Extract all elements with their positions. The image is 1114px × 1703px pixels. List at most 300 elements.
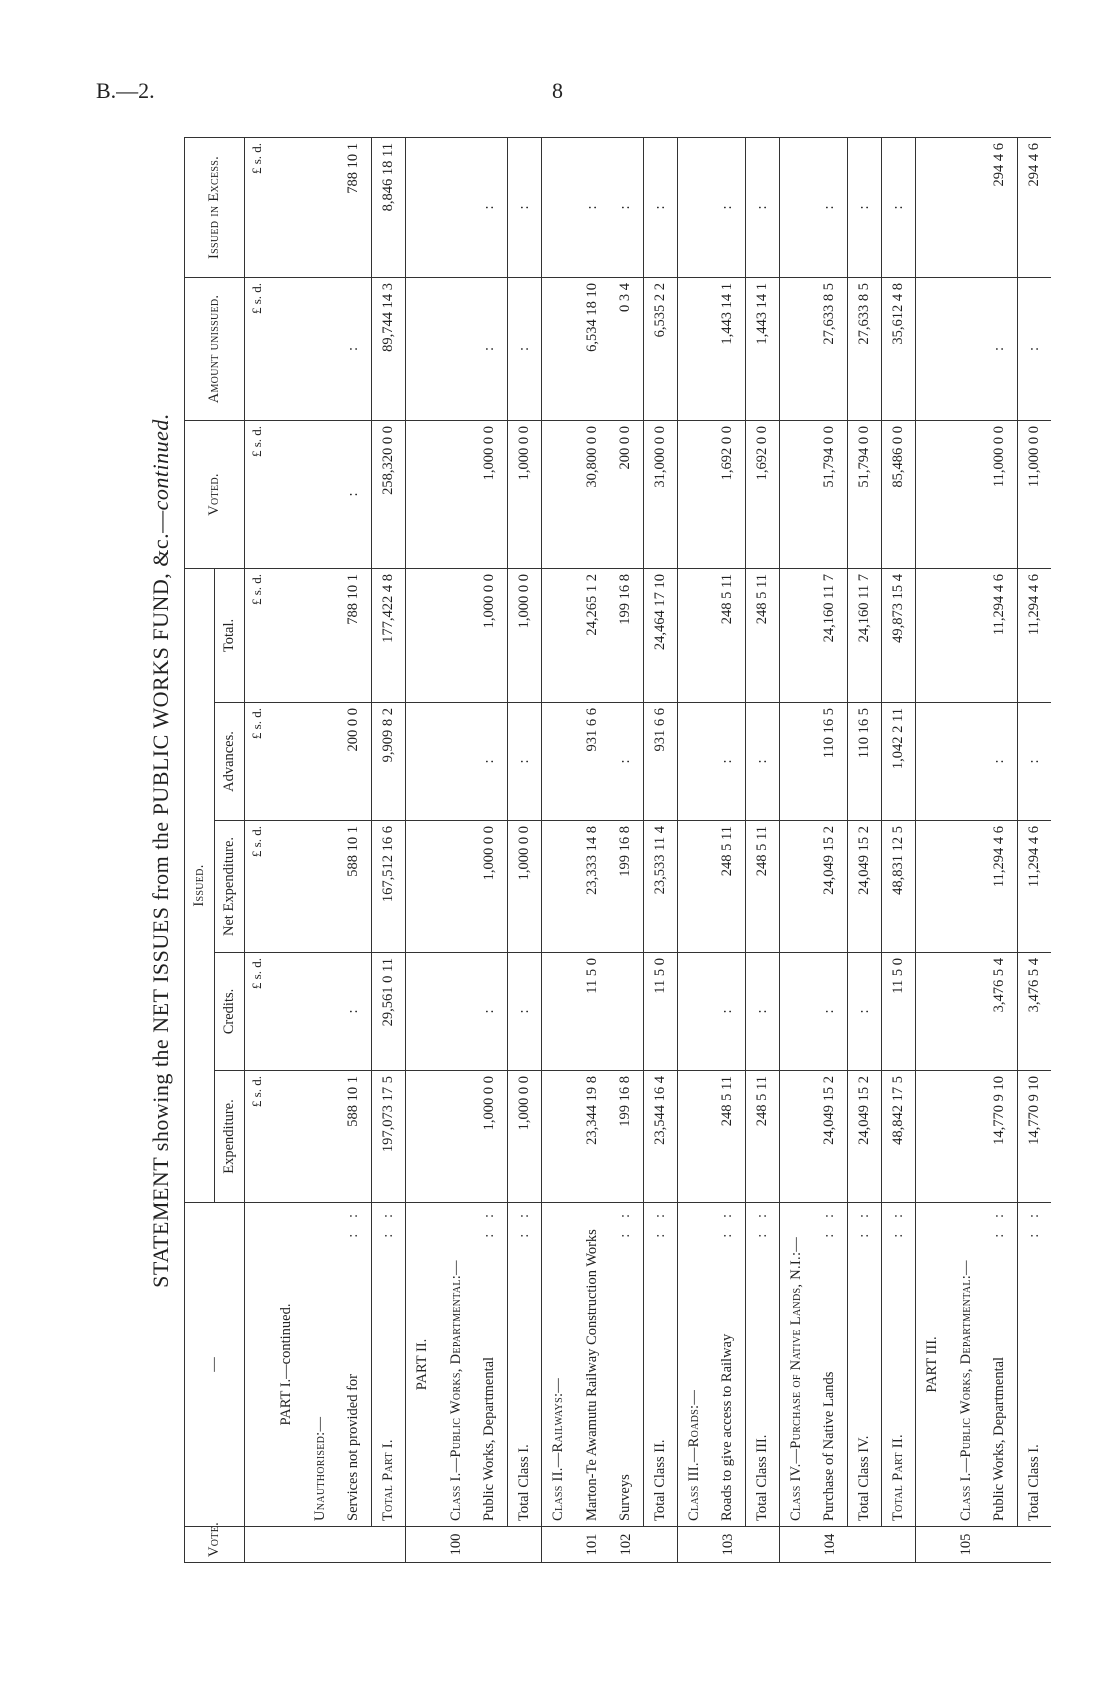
- issued-in-excess-cell: :: [643, 137, 677, 277]
- description-text: Total Part II.: [889, 1434, 906, 1521]
- total-cell: 1,000 0 0: [507, 568, 541, 702]
- row-description: [847, 1203, 881, 1527]
- credits-cell: 3,476 5 4: [1017, 953, 1051, 1071]
- advances-cell: :: [609, 703, 643, 821]
- row-description: [983, 1203, 1017, 1527]
- expenditure-cell: [439, 1071, 473, 1203]
- row-description: [269, 1203, 303, 1527]
- amount-unissued-cell: :: [507, 277, 541, 420]
- amount-unissued-cell: [439, 277, 473, 420]
- amount-unissued-cell: [405, 277, 439, 420]
- voted-cell: 1,000 0 0: [473, 420, 507, 568]
- unit-label: £ s. d.: [245, 568, 270, 702]
- advances-cell: 110 16 5: [813, 703, 847, 821]
- unit-label: £ s. d.: [245, 137, 270, 277]
- voted-cell: [779, 420, 813, 568]
- credits-header: Credits.: [215, 953, 245, 1071]
- expenditure-cell: 197,073 17 5: [371, 1071, 405, 1203]
- expenditure-cell: 14,770 9 10: [983, 1071, 1017, 1203]
- table-row: [745, 137, 779, 1562]
- row-description: [813, 1203, 847, 1527]
- advances-cell: [269, 703, 303, 821]
- description-text: Class I.—Public Works, Departmental:—: [957, 1260, 974, 1521]
- net-expenditure-cell: [303, 821, 337, 953]
- vote-number: [405, 1527, 439, 1563]
- unit-label: £ s. d.: [245, 821, 270, 953]
- vote-number: 104: [813, 1527, 847, 1563]
- rotated-page-area: [140, 138, 1042, 1563]
- issued-in-excess-cell: 294 4 6: [1017, 137, 1051, 277]
- voted-cell: [915, 420, 949, 568]
- row-description: [711, 1203, 745, 1527]
- credits-cell: :: [711, 953, 745, 1071]
- issued-in-excess-cell: [439, 137, 473, 277]
- credits-cell: 3,476 5 4: [983, 953, 1017, 1071]
- advances-cell: [779, 703, 813, 821]
- table-row: [643, 137, 677, 1562]
- voted-cell: 85,486 0 0: [881, 420, 915, 568]
- expenditure-cell: [779, 1071, 813, 1203]
- issued-in-excess-cell: 294 4 6: [983, 137, 1017, 277]
- total-cell: 1,000 0 0: [473, 568, 507, 702]
- unit-label: £ s. d.: [245, 420, 270, 568]
- amount-unissued-cell: [949, 277, 983, 420]
- credits-cell: [609, 953, 643, 1071]
- voted-cell: [269, 420, 303, 568]
- table-row: [269, 137, 303, 1562]
- vote-number: [847, 1527, 881, 1563]
- credits-cell: 29,561 0 11: [371, 953, 405, 1071]
- total-cell: 24,265 1 2: [575, 568, 609, 702]
- row-description: [371, 1203, 405, 1527]
- expenditure-cell: 23,544 16 4: [643, 1071, 677, 1203]
- issued-in-excess-cell: 788 10 1: [337, 137, 371, 277]
- description-text: PART III.: [923, 1336, 940, 1393]
- total-cell: [949, 568, 983, 702]
- voted-cell: [303, 420, 337, 568]
- row-description: [643, 1203, 677, 1527]
- amount-unissued-cell: :: [337, 277, 371, 420]
- amount-unissued-cell: :: [473, 277, 507, 420]
- description-text: PART I.—continued.: [277, 1303, 294, 1426]
- advances-cell: 9,909 8 2: [371, 703, 405, 821]
- expenditure-cell: [541, 1071, 575, 1203]
- amount-unissued-cell: [677, 277, 711, 420]
- voted-cell: 51,794 0 0: [813, 420, 847, 568]
- issued-in-excess-cell: :: [507, 137, 541, 277]
- vote-number: [303, 1527, 337, 1563]
- net-expenditure-cell: 1,000 0 0: [507, 821, 541, 953]
- credits-cell: 11 5 0: [575, 953, 609, 1071]
- voted-cell: [677, 420, 711, 568]
- leader-dots: : :: [651, 1208, 668, 1238]
- total-cell: [915, 568, 949, 702]
- credits-cell: :: [847, 953, 881, 1071]
- row-description: [609, 1203, 643, 1527]
- page-number: 8: [552, 78, 563, 103]
- units-row: [245, 137, 270, 1562]
- description-text: Class IV.—Purchase of Native Lands, N.I.:—: [787, 1236, 804, 1521]
- row-description: [303, 1203, 337, 1527]
- amount-unissued-cell: 0 3 4: [609, 277, 643, 420]
- table-row: [1017, 137, 1051, 1562]
- vote-number: 105: [949, 1527, 983, 1563]
- issued-in-excess-cell: [303, 137, 337, 277]
- issued-in-excess-cell: 8,846 18 11: [371, 137, 405, 277]
- amount-unissued-cell: :: [1017, 277, 1051, 420]
- unit-label: £ s. d.: [245, 703, 270, 821]
- net-expenditure-cell: 11,294 4 6: [983, 821, 1017, 953]
- issued-in-excess-cell: :: [473, 137, 507, 277]
- row-description: [337, 1203, 371, 1527]
- description-text: Purchase of Native Lands: [821, 1371, 838, 1521]
- voted-cell: :: [337, 420, 371, 568]
- description-text: Unauthorised:—: [311, 1416, 328, 1521]
- credits-cell: [949, 953, 983, 1071]
- row-description: [881, 1203, 915, 1527]
- issued-in-excess-cell: :: [881, 137, 915, 277]
- voted-cell: [541, 420, 575, 568]
- table-row: [915, 137, 949, 1562]
- net-expenditure-cell: 248 5 11: [745, 821, 779, 953]
- total-cell: [439, 568, 473, 702]
- voted-cell: 31,000 0 0: [643, 420, 677, 568]
- unit-label: £ s. d.: [245, 1071, 270, 1203]
- credits-cell: [779, 953, 813, 1071]
- expenditure-cell: 14,770 9 10: [1017, 1071, 1051, 1203]
- description-text: PART II.: [413, 1338, 430, 1391]
- expenditure-cell: 48,842 17 5: [881, 1071, 915, 1203]
- table-row: [541, 137, 575, 1562]
- leader-dots: : :: [1025, 1208, 1042, 1238]
- leader-dots: : :: [855, 1208, 872, 1238]
- row-description: [541, 1203, 575, 1527]
- expenditure-cell: [269, 1071, 303, 1203]
- issued-in-excess-cell: [949, 137, 983, 277]
- table-row: [405, 137, 439, 1562]
- description-text: Public Works, Departmental: [481, 1356, 498, 1521]
- expenditure-cell: 24,049 15 2: [847, 1071, 881, 1203]
- vote-number: [473, 1527, 507, 1563]
- description-text: Class II.—Railways:—: [549, 1377, 566, 1521]
- vote-number: 100: [439, 1527, 473, 1563]
- credits-cell: [303, 953, 337, 1071]
- net-expenditure-cell: 11,294 4 6: [1017, 821, 1051, 953]
- advances-cell: :: [473, 703, 507, 821]
- vote-number: [881, 1527, 915, 1563]
- net-expenditure-cell: 248 5 11: [711, 821, 745, 953]
- amount-unissued-cell: 27,633 8 5: [847, 277, 881, 420]
- voted-cell: 1,692 0 0: [711, 420, 745, 568]
- amount-unissued-cell: 1,443 14 1: [745, 277, 779, 420]
- total-cell: 24,160 11 7: [813, 568, 847, 702]
- row-description: [745, 1203, 779, 1527]
- table-row: [813, 137, 847, 1562]
- total-cell: 24,160 11 7: [847, 568, 881, 702]
- issued-in-excess-cell: :: [847, 137, 881, 277]
- advances-header: Advances.: [215, 703, 245, 821]
- vote-number: [915, 1527, 949, 1563]
- advances-cell: [677, 703, 711, 821]
- table-row: [575, 137, 609, 1562]
- row-description: [949, 1203, 983, 1527]
- credits-cell: [541, 953, 575, 1071]
- expenditure-cell: 588 10 1: [337, 1071, 371, 1203]
- total-cell: 248 5 11: [745, 568, 779, 702]
- row-description: [473, 1203, 507, 1527]
- net-expenditure-cell: 588 10 1: [337, 821, 371, 953]
- description-text: Surveys: [617, 1474, 634, 1521]
- voted-cell: [439, 420, 473, 568]
- issued-in-excess-cell: [269, 137, 303, 277]
- voted-cell: 30,800 0 0: [575, 420, 609, 568]
- net-expenditure-cell: [779, 821, 813, 953]
- table-row: [303, 137, 337, 1562]
- vote-number: [677, 1527, 711, 1563]
- description-text: Total Class IV.: [855, 1435, 872, 1521]
- vote-number: [745, 1527, 779, 1563]
- vote-number: 102: [609, 1527, 643, 1563]
- leader-dots: : :: [345, 1208, 362, 1238]
- total-cell: [677, 568, 711, 702]
- description-text: Class III.—Roads:—: [685, 1389, 702, 1521]
- credits-cell: [677, 953, 711, 1071]
- total-cell: [541, 568, 575, 702]
- advances-cell: :: [711, 703, 745, 821]
- table-row: [337, 137, 371, 1562]
- table-row: [847, 137, 881, 1562]
- credits-cell: [405, 953, 439, 1071]
- amount-unissued-cell: [303, 277, 337, 420]
- table-row: [983, 137, 1017, 1562]
- advances-cell: :: [1017, 703, 1051, 821]
- advances-cell: 200 0 0: [337, 703, 371, 821]
- table-row: [371, 137, 405, 1562]
- issued-in-excess-cell: :: [609, 137, 643, 277]
- leader-dots: : :: [617, 1208, 634, 1238]
- description-text: Public Works, Departmental: [991, 1356, 1008, 1521]
- table-row: [779, 137, 813, 1562]
- amount-unissued-cell: :: [983, 277, 1017, 420]
- total-cell: [303, 568, 337, 702]
- net-expenditure-cell: [915, 821, 949, 953]
- credits-cell: :: [337, 953, 371, 1071]
- expenditure-cell: 1,000 0 0: [473, 1071, 507, 1203]
- leader-dots: : :: [719, 1208, 736, 1238]
- expenditure-cell: 23,344 19 8: [575, 1071, 609, 1203]
- vote-number: [371, 1527, 405, 1563]
- advances-cell: 931 6 6: [575, 703, 609, 821]
- net-expenditure-cell: 1,000 0 0: [473, 821, 507, 953]
- expenditure-cell: [677, 1071, 711, 1203]
- total-cell: 11,294 4 6: [983, 568, 1017, 702]
- table-row: [609, 137, 643, 1562]
- amount-unissued-cell: 27,633 8 5: [813, 277, 847, 420]
- row-description: [915, 1203, 949, 1527]
- amount-unissued-cell: 1,443 14 1: [711, 277, 745, 420]
- voted-cell: 1,000 0 0: [507, 420, 541, 568]
- expenditure-cell: [915, 1071, 949, 1203]
- description-text: Class I.—Public Works, Departmental:—: [447, 1260, 464, 1521]
- total-cell: [405, 568, 439, 702]
- voted-cell: 51,794 0 0: [847, 420, 881, 568]
- description-text: Total Class I.: [1025, 1444, 1042, 1521]
- amount-unissued-cell: 6,534 18 10: [575, 277, 609, 420]
- issued-in-excess-cell: :: [711, 137, 745, 277]
- vote-number: [643, 1527, 677, 1563]
- credits-cell: :: [473, 953, 507, 1071]
- total-cell: 248 5 11: [711, 568, 745, 702]
- issued-in-excess-header: Issued in Excess.: [185, 137, 245, 277]
- table-row: [439, 137, 473, 1562]
- vote-number: [507, 1527, 541, 1563]
- description-text: Total Class II.: [651, 1439, 668, 1521]
- table-row: [881, 137, 915, 1562]
- expenditure-cell: [405, 1071, 439, 1203]
- advances-cell: [405, 703, 439, 821]
- vote-number: [337, 1527, 371, 1563]
- amount-unissued-cell: [779, 277, 813, 420]
- description-text: Total Class I.: [515, 1444, 532, 1521]
- net-expenditure-cell: [269, 821, 303, 953]
- expenditure-cell: 1,000 0 0: [507, 1071, 541, 1203]
- credits-cell: 11 5 0: [643, 953, 677, 1071]
- rotated-statement: [140, 138, 1042, 1563]
- vote-number: 101: [575, 1527, 609, 1563]
- amount-unissued-cell: [915, 277, 949, 420]
- issued-in-excess-cell: [405, 137, 439, 277]
- vote-number: [983, 1527, 1017, 1563]
- table-row: [711, 137, 745, 1562]
- total-cell: [779, 568, 813, 702]
- amount-unissued-cell: [541, 277, 575, 420]
- amount-unissued-cell: 35,612 4 8: [881, 277, 915, 420]
- description-text: Roads to give access to Railway: [719, 1333, 736, 1521]
- total-cell: 11,294 4 6: [1017, 568, 1051, 702]
- total-cell: 788 10 1: [337, 568, 371, 702]
- voted-cell: 11,000 0 0: [1017, 420, 1051, 568]
- table-row: [677, 137, 711, 1562]
- voted-cell: 11,000 0 0: [983, 420, 1017, 568]
- net-expenditure-cell: [677, 821, 711, 953]
- net-expenditure-cell: 48,831 12 5: [881, 821, 915, 953]
- description-text: Services not provided for: [345, 1374, 362, 1521]
- voted-cell: 258,320 0 0: [371, 420, 405, 568]
- total-cell: [269, 568, 303, 702]
- issued-in-excess-cell: [541, 137, 575, 277]
- amount-unissued-cell: 89,744 14 3: [371, 277, 405, 420]
- credits-cell: :: [507, 953, 541, 1071]
- leader-dots: : :: [481, 1208, 498, 1238]
- vote-number: [269, 1527, 303, 1563]
- amount-unissued-cell: 6,535 2 2: [643, 277, 677, 420]
- row-description: [507, 1203, 541, 1527]
- net-expenditure-cell: [439, 821, 473, 953]
- amount-unissued-header: Amount unissued.: [185, 277, 245, 420]
- leader-dots: : :: [515, 1208, 532, 1238]
- table-row: [949, 137, 983, 1562]
- total-cell: 24,464 17 10: [643, 568, 677, 702]
- description-text: Total Class III.: [753, 1434, 770, 1521]
- vote-number: [1017, 1527, 1051, 1563]
- advances-cell: [303, 703, 337, 821]
- issued-header: Issued.: [185, 568, 215, 1202]
- net-expenditure-cell: [405, 821, 439, 953]
- voted-cell: [405, 420, 439, 568]
- advances-cell: [949, 703, 983, 821]
- expenditure-cell: [303, 1071, 337, 1203]
- statement-title: [140, 138, 182, 1563]
- unit-label: £ s. d.: [245, 277, 270, 420]
- leader-dots: : :: [379, 1208, 396, 1238]
- page-reference: B.—2.: [96, 78, 155, 103]
- expenditure-cell: 199 16 8: [609, 1071, 643, 1203]
- net-expenditure-cell: [949, 821, 983, 953]
- advances-cell: [439, 703, 473, 821]
- credits-cell: :: [813, 953, 847, 1071]
- leader-dots: : :: [753, 1208, 770, 1238]
- advances-cell: 1,042 2 11: [881, 703, 915, 821]
- advances-cell: :: [507, 703, 541, 821]
- credits-cell: :: [745, 953, 779, 1071]
- voted-header: Voted.: [185, 420, 245, 568]
- advances-cell: :: [745, 703, 779, 821]
- issued-in-excess-cell: :: [813, 137, 847, 277]
- net-expenditure-cell: 24,049 15 2: [847, 821, 881, 953]
- row-description: [405, 1203, 439, 1527]
- issued-in-excess-cell: :: [745, 137, 779, 277]
- expenditure-cell: 248 5 11: [711, 1071, 745, 1203]
- issued-in-excess-cell: [779, 137, 813, 277]
- issued-in-excess-cell: [915, 137, 949, 277]
- advances-cell: [915, 703, 949, 821]
- row-description: [677, 1203, 711, 1527]
- title-main: STATEMENT showing the NET ISSUES from the PUBLIC WORKS FUND, &c.—: [148, 510, 173, 1288]
- net-expenditure-cell: 23,333 14 8: [575, 821, 609, 953]
- vote-number: 103: [711, 1527, 745, 1563]
- leader-dots: : :: [991, 1208, 1008, 1238]
- title-suffix: continued.: [148, 413, 173, 511]
- net-expenditure-header: Net Expenditure.: [215, 821, 245, 953]
- credits-cell: [269, 953, 303, 1071]
- credits-cell: [915, 953, 949, 1071]
- expenditure-header: Expenditure.: [215, 1071, 245, 1203]
- expenditure-cell: 24,049 15 2: [813, 1071, 847, 1203]
- row-description: [439, 1203, 473, 1527]
- leader-dots: : :: [821, 1208, 838, 1238]
- advances-cell: [541, 703, 575, 821]
- total-cell: 49,873 15 4: [881, 568, 915, 702]
- net-expenditure-cell: 199 16 8: [609, 821, 643, 953]
- net-expenditure-cell: [541, 821, 575, 953]
- total-header: Total.: [215, 568, 245, 702]
- net-expenditure-cell: 23,533 11 4: [643, 821, 677, 953]
- statement-table: [184, 137, 1051, 1563]
- row-description: [575, 1203, 609, 1527]
- vote-number: [541, 1527, 575, 1563]
- voted-cell: 200 0 0: [609, 420, 643, 568]
- statement-body: [245, 137, 1052, 1562]
- table-row: [507, 137, 541, 1562]
- credits-cell: 11 5 0: [881, 953, 915, 1071]
- row-description: [779, 1203, 813, 1527]
- row-description: [1017, 1203, 1051, 1527]
- unit-label: £ s. d.: [245, 953, 270, 1071]
- total-cell: 177,422 4 8: [371, 568, 405, 702]
- voted-cell: 1,692 0 0: [745, 420, 779, 568]
- leader-dots: : :: [889, 1208, 906, 1238]
- net-expenditure-cell: 167,512 16 6: [371, 821, 405, 953]
